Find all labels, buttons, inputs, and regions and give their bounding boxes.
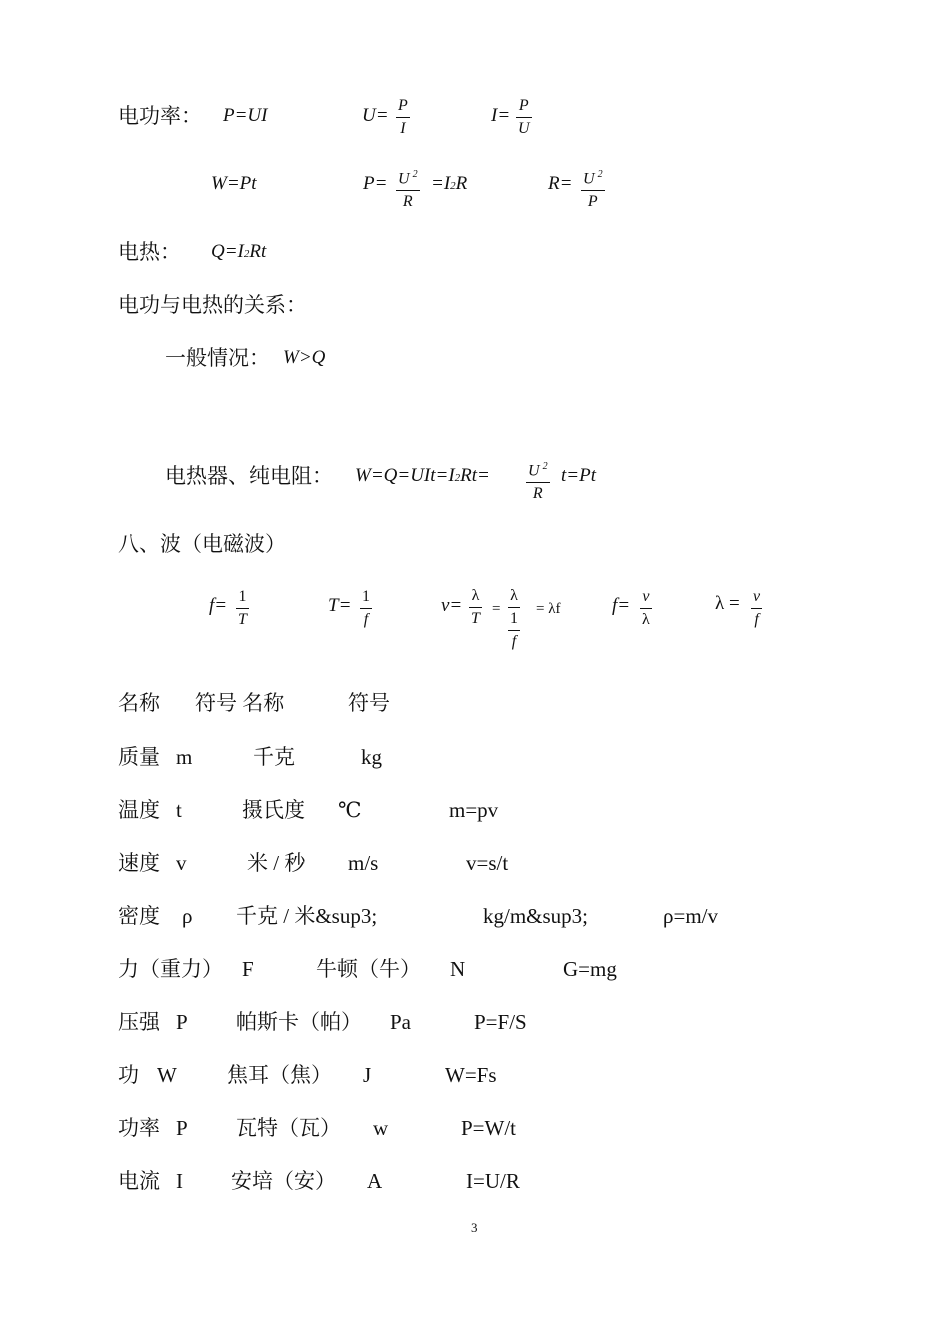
row-unit: 安培（安）: [231, 1169, 336, 1193]
row-unit: 牛顿（牛）: [316, 957, 421, 981]
row-unit-symbol: kg: [361, 745, 382, 769]
row-symbol: P: [176, 1116, 188, 1140]
row-unit: 瓦特（瓦）: [236, 1116, 341, 1140]
inner-numerator: 1: [510, 610, 518, 627]
numerator: U $^2$: [583, 169, 603, 188]
formula-p-ui: P=UI: [223, 105, 268, 126]
row-unit: 焦耳（焦）: [227, 1063, 332, 1087]
row-unit: 摄氏度: [242, 798, 305, 822]
fraction-u2-over-r-pure: [526, 458, 550, 503]
row-name: 力（重力）: [118, 957, 223, 981]
formula-f-lhs: f=: [209, 595, 228, 616]
row-symbol: F: [242, 957, 254, 981]
page-number: 3: [471, 1220, 478, 1235]
formula-i-lhs: I=: [491, 105, 511, 126]
formula-lambda-lhs: λ =: [715, 593, 740, 614]
row-formula: G=mg: [563, 957, 617, 981]
denominator: f: [363, 611, 369, 628]
row-name: 速度: [118, 851, 160, 875]
denominator: λ: [642, 611, 650, 628]
row-symbol: m: [176, 745, 193, 769]
row-unit: 千克: [253, 745, 295, 769]
fraction-p-over-u: [516, 97, 532, 138]
numerator: λ: [510, 587, 518, 604]
formula-w-gt-q: W>Q: [283, 347, 326, 368]
row-formula: v=s/t: [466, 851, 509, 875]
row-unit-symbol: N: [450, 957, 466, 981]
numerator: v: [642, 588, 650, 605]
row-symbol: I: [176, 1169, 183, 1193]
row-unit-symbol: m/s: [348, 851, 379, 875]
formula-r-lhs: R=: [548, 173, 573, 194]
row-symbol: v: [176, 851, 187, 875]
row-unit-symbol: w: [373, 1116, 389, 1140]
row-formula: m=pv: [449, 798, 499, 822]
numerator: 1: [362, 588, 370, 605]
formula-w-pt: W=Pt: [211, 173, 257, 194]
waves-heading: 八、波（电磁波）: [118, 532, 286, 556]
denominator: f: [754, 611, 759, 628]
row-name: 功: [118, 1063, 139, 1087]
numerator: v: [753, 588, 761, 605]
row-unit-symbol: A: [367, 1169, 383, 1193]
row-unit-symbol: J: [363, 1063, 372, 1087]
row-formula: P=W/t: [461, 1116, 517, 1140]
formula-u-lhs: U=: [362, 105, 389, 126]
row-unit-symbol: ℃: [338, 798, 362, 822]
fraction-u2-over-p: [581, 166, 605, 211]
electric-power-label: 电功率：: [118, 104, 202, 128]
row-unit: 米 / 秒: [247, 851, 306, 875]
formula-v-lhs: v=: [441, 595, 463, 616]
fraction-u2-over-r: [396, 166, 420, 211]
table-header-symbol: 符号: [348, 691, 390, 715]
denominator: R: [532, 485, 543, 503]
pure-resistance-label: 电热器、纯电阻：: [165, 464, 333, 488]
row-name: 功率: [118, 1116, 160, 1140]
row-formula: ρ=m/v: [663, 904, 718, 928]
relation-title: 电功与电热的关系：: [118, 293, 307, 317]
fraction-1-over-t: [236, 588, 249, 629]
row-unit-symbol: Pa: [390, 1010, 411, 1034]
inner-denominator: f: [511, 633, 517, 650]
row-formula: I=U/R: [466, 1169, 520, 1193]
denominator: T: [471, 610, 480, 627]
numerator: U $^2$: [528, 461, 548, 480]
row-name: 密度: [118, 904, 160, 928]
electric-heat-label: 电热：: [118, 240, 181, 264]
formula-f2-lhs: f=: [612, 595, 631, 616]
row-name: 电流: [118, 1169, 160, 1193]
denominator: T: [238, 611, 247, 628]
numerator: P: [398, 97, 408, 114]
numerator: λ: [471, 587, 480, 604]
row-formula: P=F/S: [474, 1010, 527, 1034]
denominator: R: [402, 193, 413, 211]
formula-q: Q=I2Rt: [211, 241, 267, 262]
formula-lambda-f: = λf: [536, 601, 561, 617]
row-name: 温度: [118, 798, 160, 822]
numerator: U $^2$: [398, 169, 418, 188]
row-unit: 千克 / 米&sup3;: [236, 904, 378, 928]
formula-pure-c: t=Pt: [561, 465, 596, 486]
row-unit-symbol: kg/m&sup3;: [483, 904, 589, 928]
general-case-label: 一般情况：: [165, 346, 270, 370]
denominator: U: [518, 120, 530, 137]
formula-t-lhs: T=: [328, 595, 352, 616]
table-header-symbol-name: 符号 名称: [195, 691, 285, 715]
denominator: I: [400, 120, 406, 137]
fraction-p-over-i: [396, 97, 410, 138]
fraction-v-over-f: [751, 588, 762, 629]
fraction-lambda-over-t: [469, 587, 482, 628]
fraction-v-over-lambda: [640, 588, 652, 629]
formula-p-lhs: P=: [363, 173, 388, 194]
row-unit: 帕斯卡（帕）: [236, 1010, 362, 1034]
row-symbol: t: [176, 798, 182, 822]
formula-i2r: =I2R: [431, 173, 468, 194]
row-formula: W=Fs: [445, 1063, 497, 1087]
row-symbol: ρ: [182, 904, 193, 928]
row-symbol: P: [176, 1010, 188, 1034]
fraction-1-over-f: [360, 588, 372, 629]
row-name: 质量: [118, 745, 160, 769]
fraction-lambda-over-1-over-f: [508, 587, 520, 651]
row-name: 压强: [118, 1010, 160, 1034]
numerator: 1: [238, 588, 247, 605]
inner-fraction: [508, 610, 520, 651]
equals-sign: =: [492, 601, 501, 617]
formula-pure-a: W=Q=UIt=I2Rt=: [355, 465, 490, 486]
numerator: P: [518, 97, 529, 114]
row-symbol: W: [157, 1063, 177, 1087]
denominator: P: [587, 193, 598, 211]
table-header-name: 名称: [118, 691, 160, 715]
